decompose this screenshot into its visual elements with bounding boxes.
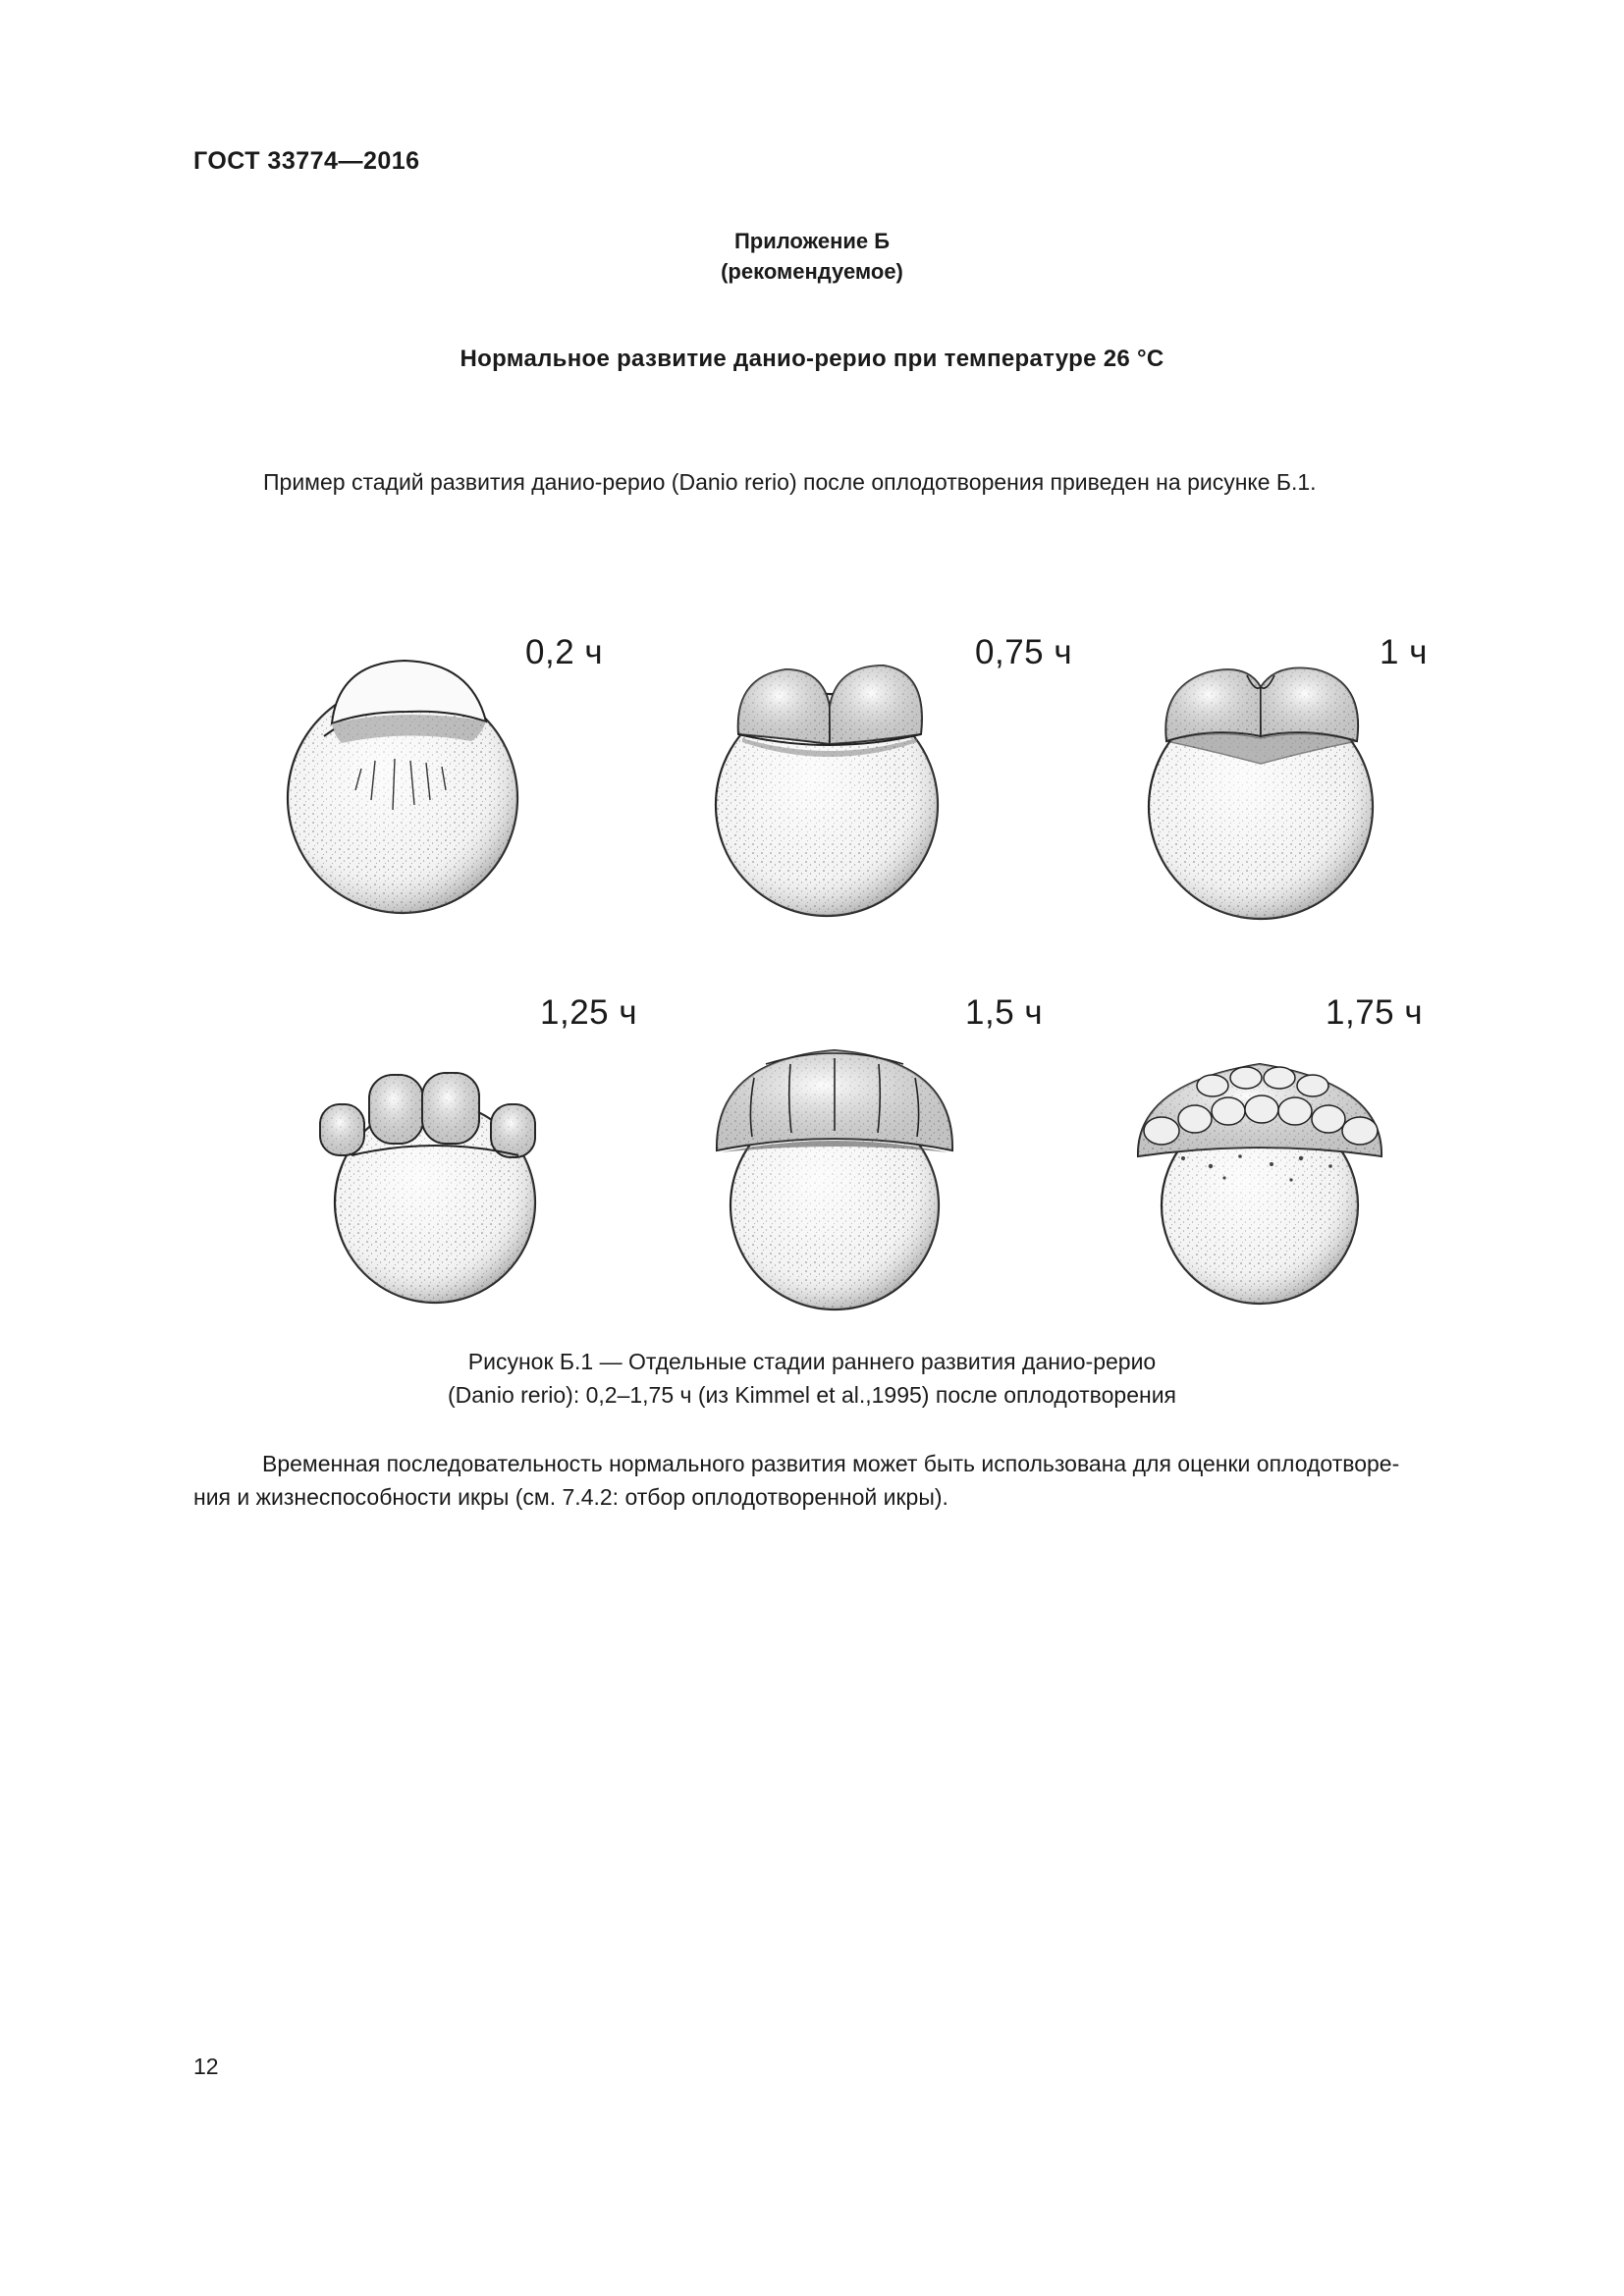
stage-label-1-5h: 1,5 ч	[965, 993, 1044, 1032]
figure-caption-line-1: Рисунок Б.1 — Отдельные стадии раннего развития данио-рерио	[467, 1349, 1157, 1374]
stage-label-1h: 1 ч	[1380, 633, 1428, 671]
annex-title: Приложение Б	[733, 229, 891, 253]
body-paragraph-line-1: Временная последовательность нормального развития может быть использована для оценки оплодотворе-	[262, 1451, 1400, 1476]
body-paragraph-line-2: ния и жизнеспособности икры (см. 7.4.2: отбор оплодотворенной икры).	[193, 1484, 948, 1510]
embryo-1h-illustration	[1139, 648, 1384, 923]
figure-caption-line-2: (Danio rerio): 0,2–1,75 ч (из Kimmel et al.,1995) после оплодотворения	[448, 1382, 1176, 1408]
intro-paragraph: Пример стадий развития данио-рерио (Danio rerio) после оплодотворения приведен на рисунке Б.1.	[263, 469, 1317, 495]
stage-label-1-75h: 1,75 ч	[1326, 993, 1424, 1032]
embryo-1-75h-illustration	[1124, 1041, 1394, 1315]
stage-label-1-25h: 1,25 ч	[540, 993, 638, 1032]
page-number: 12	[193, 2054, 219, 2079]
embryo-0-2h-illustration	[285, 653, 530, 918]
embryo-1-25h-illustration	[312, 1045, 568, 1310]
stage-label-0-2h: 0,2 ч	[525, 633, 604, 671]
standard-code: ГОСТ 33774—2016	[193, 147, 420, 175]
annex-status: (рекомендуемое)	[721, 259, 903, 284]
embryo-0-75h-illustration	[707, 648, 952, 923]
embryo-1-5h-illustration	[707, 1031, 962, 1315]
stage-label-0-75h: 0,75 ч	[975, 633, 1073, 671]
section-title: Нормальное развитие данио-рерио при температуре 26 °С	[460, 346, 1164, 372]
